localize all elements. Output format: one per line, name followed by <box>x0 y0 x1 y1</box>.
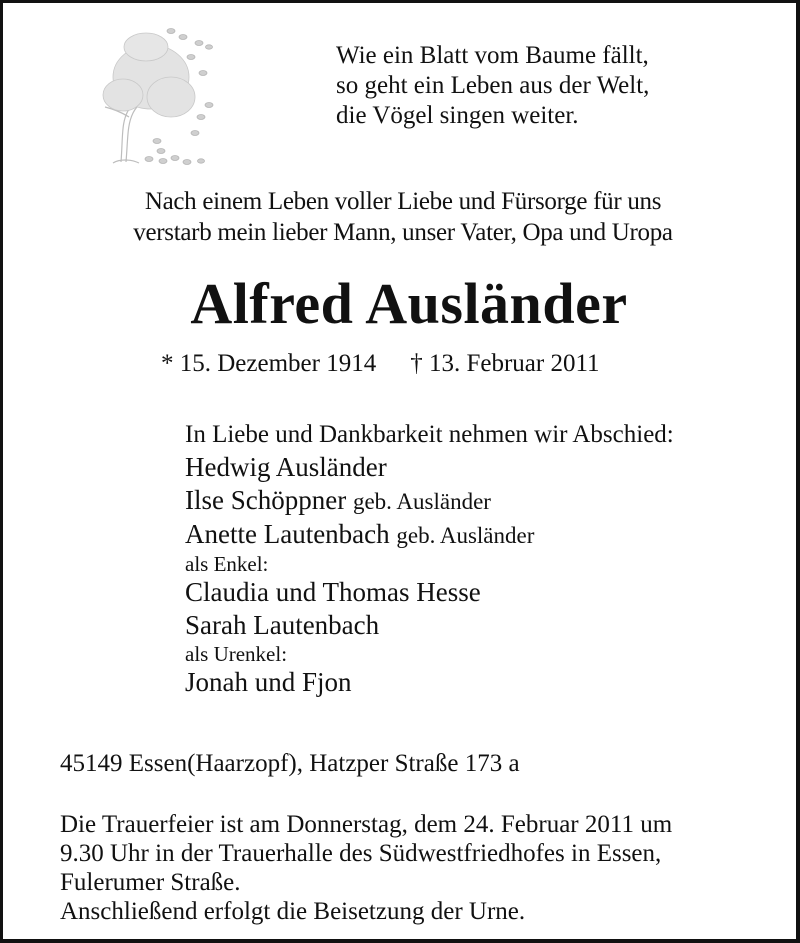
family-member <box>185 451 674 484</box>
intro-line: verstarb mein lieber Mann, unser Vater, Opa und Uropa <box>133 219 673 246</box>
mourners-heading: In Liebe und Dankbarkeit nehmen wir Abschied: <box>185 421 674 448</box>
death-date: 13. Februar 2011 <box>428 350 600 377</box>
great-grandchildren-label: als Urenkel: <box>185 642 288 666</box>
family-member-name: Anette Lautenbach <box>185 519 390 549</box>
family-member-name: Ilse Schöppner <box>185 485 347 515</box>
family-member <box>185 484 674 518</box>
family-member-nee: geb. Ausländer <box>396 523 535 548</box>
mourners-list <box>185 418 674 699</box>
deceased-name: Alfred Ausländer <box>190 271 628 336</box>
great-grandchild: Jonah und Fjon <box>185 667 352 697</box>
family-member <box>185 518 674 552</box>
service-line: Anschließend erfolgt die Beisetzung der Urne. <box>60 898 526 925</box>
intro-line: Nach einem Leben voller Liebe und Fürsorge für uns <box>144 188 662 215</box>
grandchildren-label: als Enkel: <box>185 552 269 576</box>
poem-line: Wie ein Blatt vom Baume fällt, <box>336 42 649 69</box>
birth-date: 15. Dezember 1914 <box>179 350 377 377</box>
poem-line: die Vögel singen weiter. <box>336 102 579 129</box>
intro-text <box>3 186 800 248</box>
service-line: 9.30 Uhr in der Trauerhalle des Südwestfriedhofes in Essen, <box>60 840 662 867</box>
grandchild: Sarah Lautenbach <box>185 610 380 640</box>
service-line: Die Trauerfeier ist am Donnerstag, dem 24. Februar 2011 um <box>60 811 673 838</box>
tree-with-falling-leaves-icon <box>91 17 221 167</box>
family-member-name: Hedwig Ausländer <box>185 452 387 482</box>
grandchild: Claudia und Thomas Hesse <box>185 577 481 607</box>
poem-line: so geht ein Leben aus der Welt, <box>336 72 650 99</box>
poem <box>336 41 649 131</box>
address: 45149 Essen(Haarzopf), Hatzper Straße 173 a <box>60 750 520 777</box>
birth-symbol: * <box>161 350 174 377</box>
service-info <box>60 810 672 926</box>
cross-icon: † <box>410 350 423 377</box>
life-dates <box>161 348 600 380</box>
family-member-nee: geb. Ausländer <box>352 489 491 514</box>
service-line: Fulerumer Straße. <box>60 869 241 896</box>
